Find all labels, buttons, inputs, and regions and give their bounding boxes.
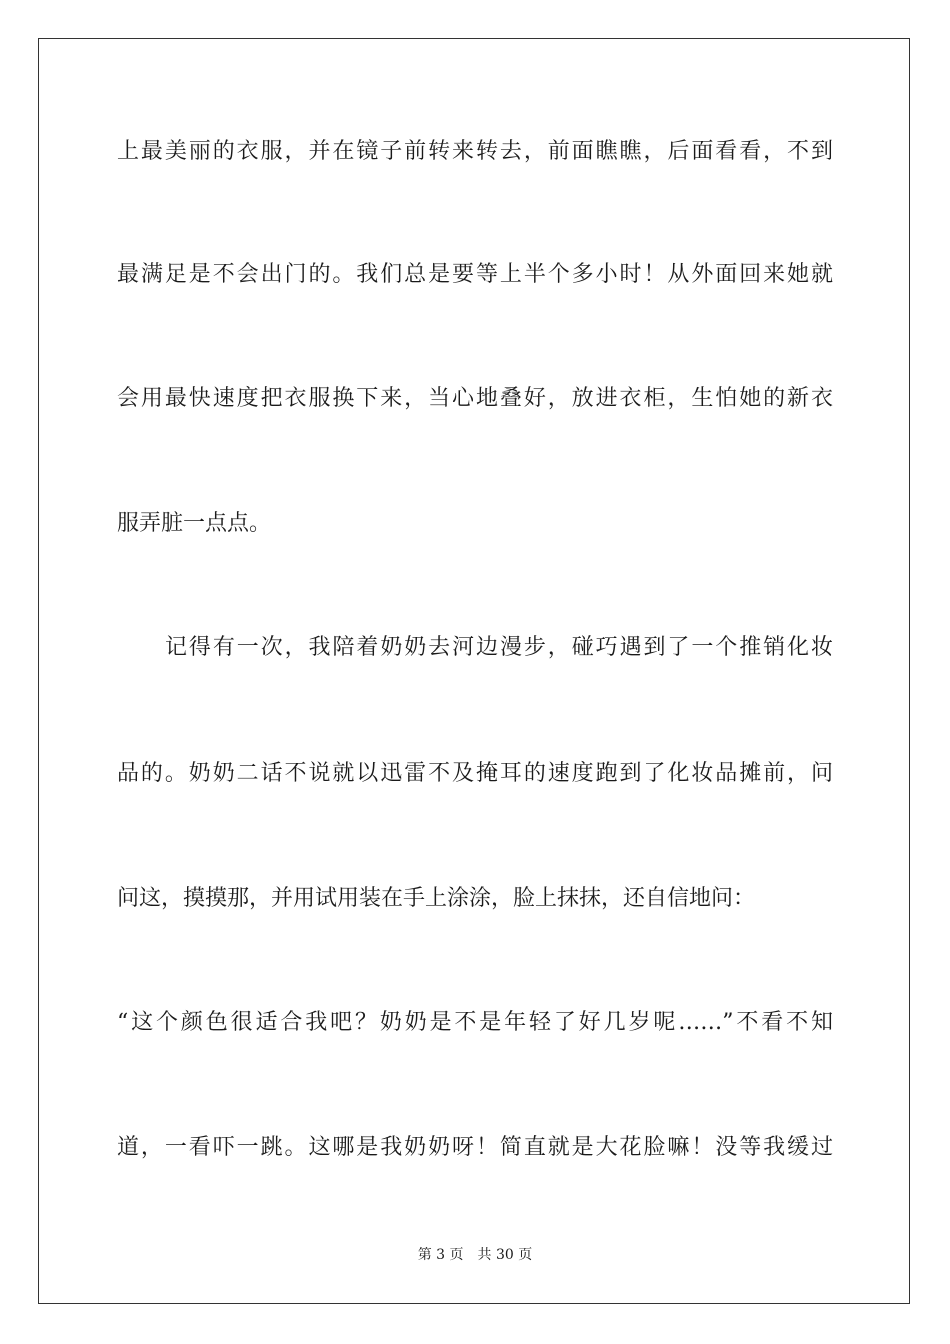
paragraph-line: 道，一看吓一跳。这哪是我奶奶呀！简直就是大花脸嘛！没等我缓过 bbox=[117, 1135, 833, 1160]
paragraph-line: “这个颜色很适合我吧？奶奶是不是年轻了好几岁呢……”不看不知 bbox=[117, 1010, 833, 1035]
paragraph-line: 最满足是不会出门的。我们总是要等上半个多小时！从外面回来她就 bbox=[117, 262, 833, 287]
page-border bbox=[38, 38, 910, 1304]
paragraph-line: 服弄脏一点点。 bbox=[117, 511, 272, 536]
paragraph-line: 记得有一次，我陪着奶奶去河边漫步，碰巧遇到了一个推销化妆 bbox=[165, 635, 833, 660]
paragraph-line: 品的。奶奶二话不说就以迅雷不及掩耳的速度跑到了化妆品摊前，问 bbox=[117, 761, 833, 786]
page-footer bbox=[0, 1246, 950, 1264]
page-number: 第 3 页 bbox=[417, 1247, 464, 1263]
paragraph-line: 上最美丽的衣服，并在镜子前转来转去，前面瞧瞧，后面看看，不到 bbox=[117, 139, 833, 164]
paragraph-line: 问这，摸摸那，并用试用装在手上涂涂，脸上抹抹，还自信地问： bbox=[117, 886, 756, 911]
page-total: 共 30 页 bbox=[477, 1247, 533, 1263]
paragraph-line: 会用最快速度把衣服换下来，当心地叠好，放进衣柜，生怕她的新衣 bbox=[117, 386, 833, 411]
